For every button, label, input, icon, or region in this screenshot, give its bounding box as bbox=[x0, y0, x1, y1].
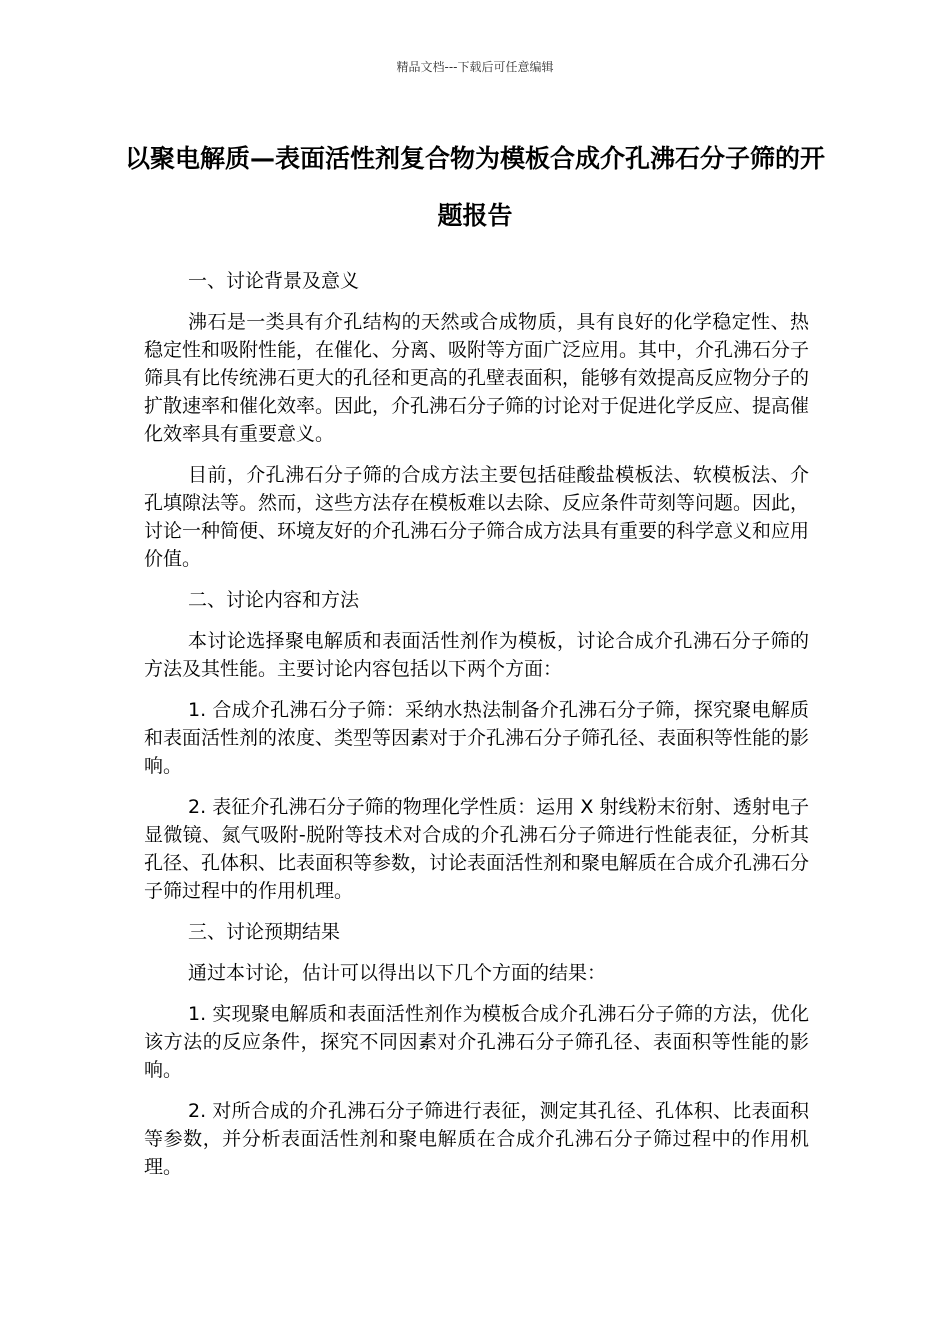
paragraph: 1. 合成介孔沸石分子筛：采纳水热法制备介孔沸石分子筛，探究聚电解质和表面活性剂的浓度、类型等因素对于介孔沸石分子筛孔径、表面积等性能的影响。 bbox=[144, 699, 810, 777]
paragraph: 1. 实现聚电解质和表面活性剂作为模板合成介孔沸石分子筛的方法，优化该方法的反应条件，探究不同因素对介孔沸石分子筛孔径、表面积等性能的影响。 bbox=[144, 1003, 809, 1081]
paragraph: 2. 对所合成的介孔沸石分子筛进行表征，测定其孔径、孔体积、比表面积等参数，并分析表面活性剂和聚电解质在合成介孔沸石分子筛过程中的作用机理。 bbox=[144, 1100, 809, 1178]
document-title: 以聚电解质—表面活性剂复合物为模板合成介孔沸石分子筛的开题报告 bbox=[124, 144, 825, 230]
paragraph: 通过本讨论，估计可以得出以下几个方面的结果： bbox=[188, 962, 607, 984]
header-note: 精品文档---下载后可任意编辑 bbox=[396, 60, 554, 74]
paragraph: 2. 表征介孔沸石分子筛的物理化学性质：运用 X 射线粉末衍射、透射电子显微镜、氮气吸附-脱附等技术对合成的介孔沸石分子筛进行性能表征，分析其孔径、孔体积、比表面积等参数，讨论表面活性剂和聚电解质在合成介孔沸石分子筛过程中的作用机理。 bbox=[144, 796, 810, 902]
paragraph: 目前，介孔沸石分子筛的合成方法主要包括硅酸盐模板法、软模板法、介孔填隙法等。然而，这些方法存在模板难以去除、反应条件苛刻等问题。因此，讨论一种简便、环境友好的介孔沸石分子筛合成方法具有重要的科学意义和应用价值。 bbox=[144, 464, 810, 570]
paragraph: 本讨论选择聚电解质和表面活性剂作为模板，讨论合成介孔沸石分子筛的方法及其性能。主要讨论内容包括以下两个方面： bbox=[144, 630, 809, 680]
paragraph: 沸石是一类具有介孔结构的天然或合成物质，具有良好的化学稳定性、热稳定性和吸附性能，在催化、分离、吸附等方面广泛应用。其中，介孔沸石分子筛具有比传统沸石更大的孔径和更高的孔壁表面积，能够有效提高反应物分子的扩散速率和催化效率。因此，介孔沸石分子筛的讨论对于促进化学反应、提高催化效率具有重要意义。 bbox=[144, 311, 810, 445]
document-body bbox=[144, 267, 809, 1194]
section-heading-background: 一、讨论背景及意义 bbox=[188, 270, 360, 292]
section-heading-content-methods: 二、讨论内容和方法 bbox=[188, 589, 360, 611]
section-heading-expected-results: 三、讨论预期结果 bbox=[188, 921, 341, 943]
